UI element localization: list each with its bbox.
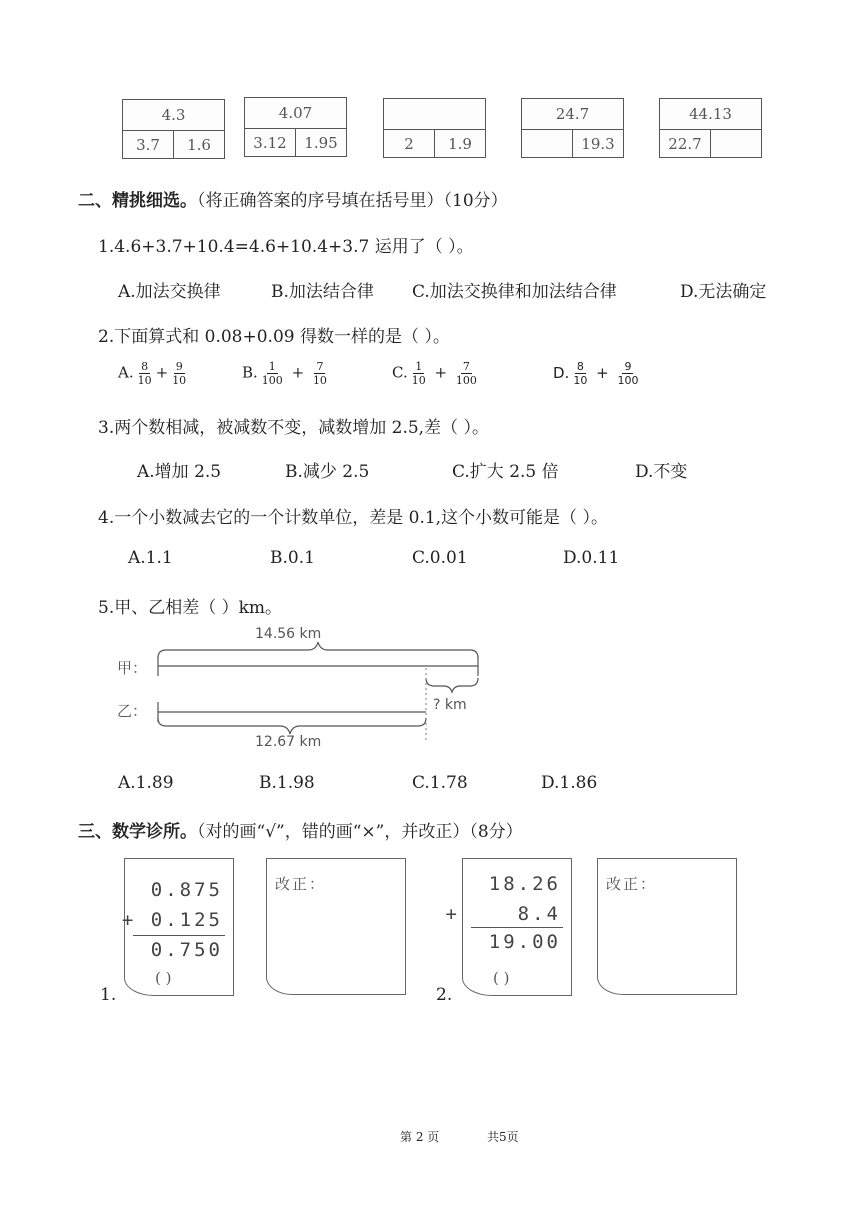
box-part-left: 3.12: [245, 129, 296, 157]
number-box-5: [659, 98, 762, 158]
clinic-item-1-number: 1.: [100, 985, 117, 1005]
box-total: 4.07: [245, 98, 346, 129]
question-4-stem: 4.一个小数减去它的一个计数单位，差是 0.1,这个小数可能是（ ）。: [98, 508, 608, 528]
q5-option-b: B.1.98: [259, 773, 315, 793]
q2-option-b: [242, 360, 331, 387]
q4-option-c: C.0.01: [412, 548, 468, 568]
box-part-left: 2: [384, 130, 435, 158]
q4-option-d: D.0.11: [563, 548, 620, 568]
difference-brace: [426, 678, 478, 692]
option-label: A.: [118, 363, 134, 382]
section-2-heading: [78, 186, 508, 211]
box-total: 4.3: [123, 100, 224, 131]
q3-option-a: A.增加 2.5: [137, 462, 222, 482]
q5-option-d: D.1.86: [541, 773, 598, 793]
box-part-right: [711, 130, 761, 158]
section-2-note: （将正确答案的序号填在括号里）（10分）: [197, 191, 508, 211]
plus-sign: +: [291, 363, 305, 382]
sum-line: [471, 927, 563, 928]
box-total: 24.7: [522, 99, 623, 130]
q2-option-a: [118, 360, 190, 387]
box-part-left: [522, 130, 573, 158]
clinic-calc-card-1: [121, 858, 234, 996]
section-2-title: 二、精挑细选。: [78, 191, 197, 211]
q1-option-b: B.加法结合律: [271, 282, 374, 302]
yi-label: 乙：: [117, 702, 148, 720]
box-part-left: 22.7: [660, 130, 711, 158]
q2-option-c: [392, 360, 481, 387]
fraction: $\frac{8}{10}$: [573, 360, 588, 387]
bottom-length-label: 12.67 km: [255, 734, 322, 750]
sum-result: 19.00: [488, 931, 561, 953]
judge-parentheses[interactable]: ( ): [493, 969, 510, 987]
plus-sign: +: [596, 364, 609, 382]
bottom-brace: [158, 718, 426, 734]
plus-sign: +: [155, 363, 169, 382]
question-5-stem: 5.甲、乙相差（ ）km。: [98, 598, 283, 618]
number-box-3: [383, 98, 486, 158]
fraction: $\frac{1}{100}$: [261, 360, 283, 387]
fraction: $\frac{7}{100}$: [455, 360, 477, 387]
q1-option-c: C.加法交换律和加法结合律: [412, 282, 617, 302]
jia-label: 甲：: [117, 659, 148, 677]
box-total: 44.13: [660, 99, 761, 130]
question-2-stem: 2.下面算式和 0.08+0.09 得数一样的是（ ）。: [98, 327, 450, 347]
option-label: D.: [553, 364, 570, 382]
number-box-4: [521, 98, 624, 158]
box-part-right: 1.6: [187, 136, 211, 154]
page-total: 共5页: [487, 1130, 519, 1144]
fraction: $\frac{9}{10}$: [172, 360, 187, 387]
q5-option-a: A.1.89: [118, 773, 174, 793]
fraction: $\frac{7}{10}$: [312, 360, 327, 387]
judge-parentheses[interactable]: ( ): [155, 969, 172, 987]
section-3-note: （对的画“√”，错的画“×”，并改正）（8分）: [197, 822, 523, 842]
question-1-stem: 1.4.6+3.7+10.4=4.6+10.4+3.7 运用了（ ）。: [98, 237, 474, 257]
q4-option-a: A.1.1: [128, 548, 173, 568]
number-box-2: [244, 97, 347, 157]
addend-2: + 0.125: [121, 909, 223, 931]
q3-option-b: B.减少 2.5: [285, 462, 370, 482]
number-box-1: [122, 99, 225, 159]
correction-label: 改正：: [275, 875, 327, 893]
q5-option-c: C.1.78: [412, 773, 468, 793]
sum-result: 0.750: [150, 939, 223, 961]
unknown-length-label: ? km: [433, 697, 467, 713]
addend-2: + 8.4: [445, 903, 561, 925]
q1-option-d: D.无法确定: [680, 282, 767, 302]
option-label: C.: [392, 363, 408, 382]
correction-label: 改正：: [606, 875, 658, 893]
top-brace: [158, 642, 478, 658]
addend-1: 18.26: [488, 873, 561, 895]
fraction: $\frac{1}{10}$: [411, 360, 426, 387]
top-length-label: 14.56 km: [255, 626, 322, 642]
q3-option-d: D.不变: [635, 462, 688, 482]
sum-line: [133, 935, 225, 936]
box-total: [384, 99, 485, 130]
q2-option-d: [553, 360, 642, 387]
correction-card-2[interactable]: [597, 858, 737, 995]
box-part-right: 1.95: [304, 134, 338, 152]
plus-sign: +: [434, 363, 448, 382]
box-part-left: 3.7: [123, 131, 174, 159]
fraction: $\frac{9}{100}$: [617, 360, 639, 387]
q4-option-b: B.0.1: [270, 548, 315, 568]
option-label: B.: [242, 363, 258, 382]
fraction: $\frac{8}{10}$: [137, 360, 152, 387]
box-part-right: 19.3: [581, 135, 615, 153]
box-part-right: 1.9: [448, 135, 472, 153]
clinic-calc-card-2: [445, 858, 572, 996]
clinic-item-2-number: 2.: [436, 985, 453, 1005]
addend-1: 0.875: [150, 879, 223, 901]
q1-option-a: A.加法交换律: [118, 282, 221, 302]
page-number: 第 2 页: [400, 1130, 440, 1144]
question-3-stem: 3.两个数相减，被减数不变，减数增加 2.5,差（ ）。: [98, 418, 489, 438]
q3-option-c: C.扩大 2.5 倍: [452, 462, 559, 482]
section-3-heading: [78, 817, 523, 842]
correction-card-1[interactable]: [266, 858, 406, 995]
section-3-title: 三、数学诊所。: [78, 822, 197, 842]
